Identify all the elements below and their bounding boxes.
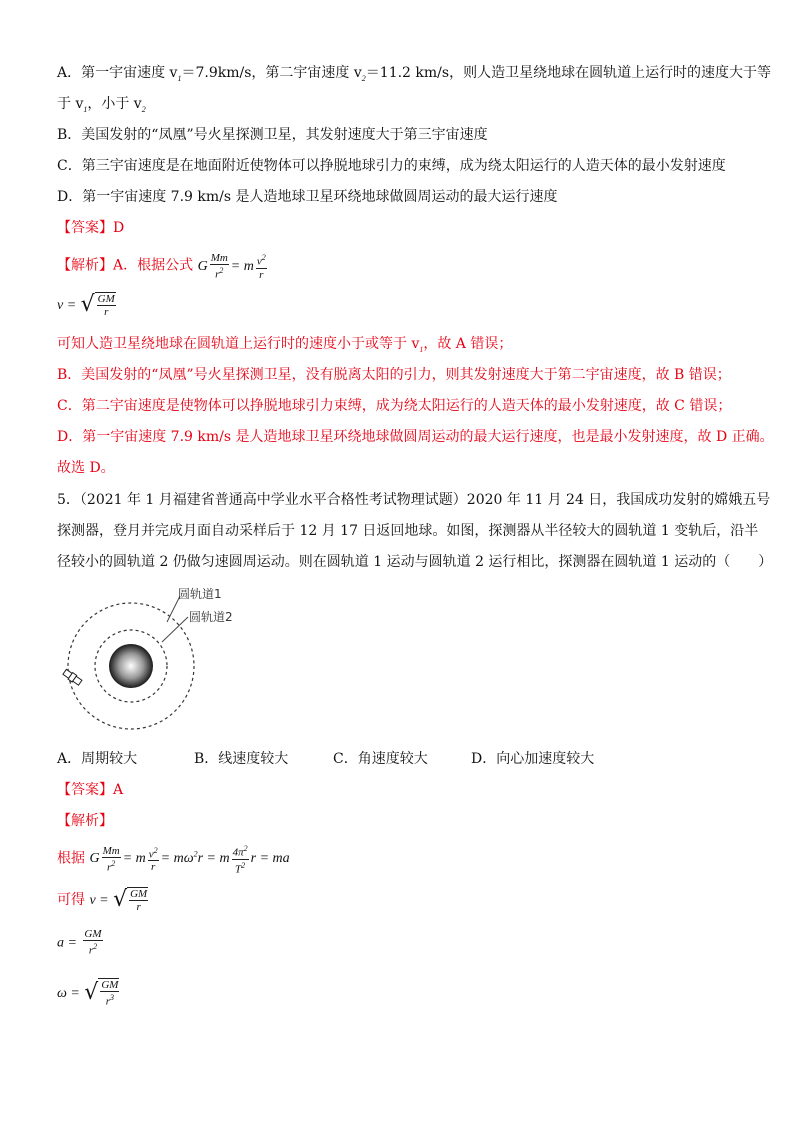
q5-a-formula: a = $\frac{GM}{r^2}$ (57, 928, 102, 957)
q4-analysis-a: 【解析】A．根据公式 G $\frac{Mm}{r^2}$ = m $\frac{v^2}{r}$ (57, 252, 269, 281)
q5-option-c: C．角速度较大 (333, 751, 428, 767)
q4-explanation-2: B．美国发射的“凤凰”号火星探测卫星，没有脱离太阳的引力，则其发射速度大于第二宇宙速度，故 B 错误； (57, 367, 731, 383)
q4-option-d: D．第一宇宙速度 7.9 km/s 是人造地球卫星环绕地球做圆周运动的最大运行速度 (57, 189, 558, 205)
q5-option-b: B．线速度较大 (194, 751, 289, 767)
q5-analysis-label: 【解析】 (57, 813, 113, 829)
q5-option-a: A．周期较大 (57, 751, 138, 767)
v-formula-q4: v = √ $\frac{GM}{r}$ (57, 292, 115, 318)
q5-omega-formula: ω = √ $\frac{GM}{r^3}$ (57, 979, 119, 1008)
q4-explanation-4: D．第一宇宙速度 7.9 km/s 是人造地球卫星环绕地球做圆周运动的最大运行速度，也是最小发射速度，故 D 正确。 (57, 429, 774, 445)
q5-general-formula: 根据 G $\frac{Mm}{r^2}$ = m $\frac{v^2}{r}$ = $m\omega^2r = m$ $\frac{4\pi^2}{T^2}$ r = ma (57, 844, 290, 876)
earth-icon (109, 644, 153, 688)
q5-option-d: D．向心加速度较大 (471, 751, 595, 767)
q4-conclusion: 故选 D。 (57, 460, 115, 476)
q5-stem-line-3: 径较小的圆轨道 2 仍做匀速圆周运动。则在圆轨道 1 运动与圆轨道 2 运行相比，探测器在圆轨道 1 运动的（ ） (57, 554, 773, 570)
q4-option-a: A．第一宇宙速度 $v_1=7.9km/s$，第二宇宙速度 $v_2=11.2$ km/s，则人造卫星绕地球在圆轨道上运行时的速度大于等 (57, 65, 772, 83)
q4-option-b: B．美国发射的“凤凰”号火星探测卫星，其发射速度大于第三宇宙速度 (57, 127, 488, 143)
q5-stem-line-1: 5．（2021 年 1 月福建省普通高中学业水平合格性考试物理试题）2020 年 11 月 24 日，我国成功发射的嫦娥五号 (57, 492, 771, 508)
q4-explanation-3: C．第二宇宙速度是使物体可以挣脱地球引力束缚，成为绕太阳运行的人造天体的最小发射速度，故 C 错误； (57, 398, 732, 414)
q5-v-formula: 可得 v = √ $\frac{GM}{r}$ (57, 887, 148, 913)
q5-answer: 【答案】A (57, 782, 124, 798)
q4-answer: 【答案】D (57, 220, 125, 236)
gravity-formula: G $\frac{Mm}{r^2}$ = m $\frac{v^2}{r}$ (197, 252, 266, 281)
orbit-diagram (55, 583, 275, 743)
q4-option-a-continued: 于 $v_1$，小于 $v_2$ (57, 96, 146, 114)
probe-icon (62, 669, 82, 686)
orbit-2-label: 圆轨道2 (189, 610, 233, 624)
q5-stem-line-2: 探测器，登月并完成月面自动采样后于 12 月 17 日返回地球。如图，探测器从半径较大的圆轨道 1 变轨后，沿半 (57, 523, 759, 539)
q4-explanation-1: 可知人造卫星绕地球在圆轨道上运行时的速度小于或等于 $v_1$，故 A 错误； (57, 336, 513, 354)
q4-option-c: C．第三宇宙速度是在地面附近使物体可以挣脱地球引力的束缚，成为绕太阳运行的人造天体的最小发射速度 (57, 158, 726, 174)
orbit-1-label: 圆轨道1 (178, 587, 222, 601)
